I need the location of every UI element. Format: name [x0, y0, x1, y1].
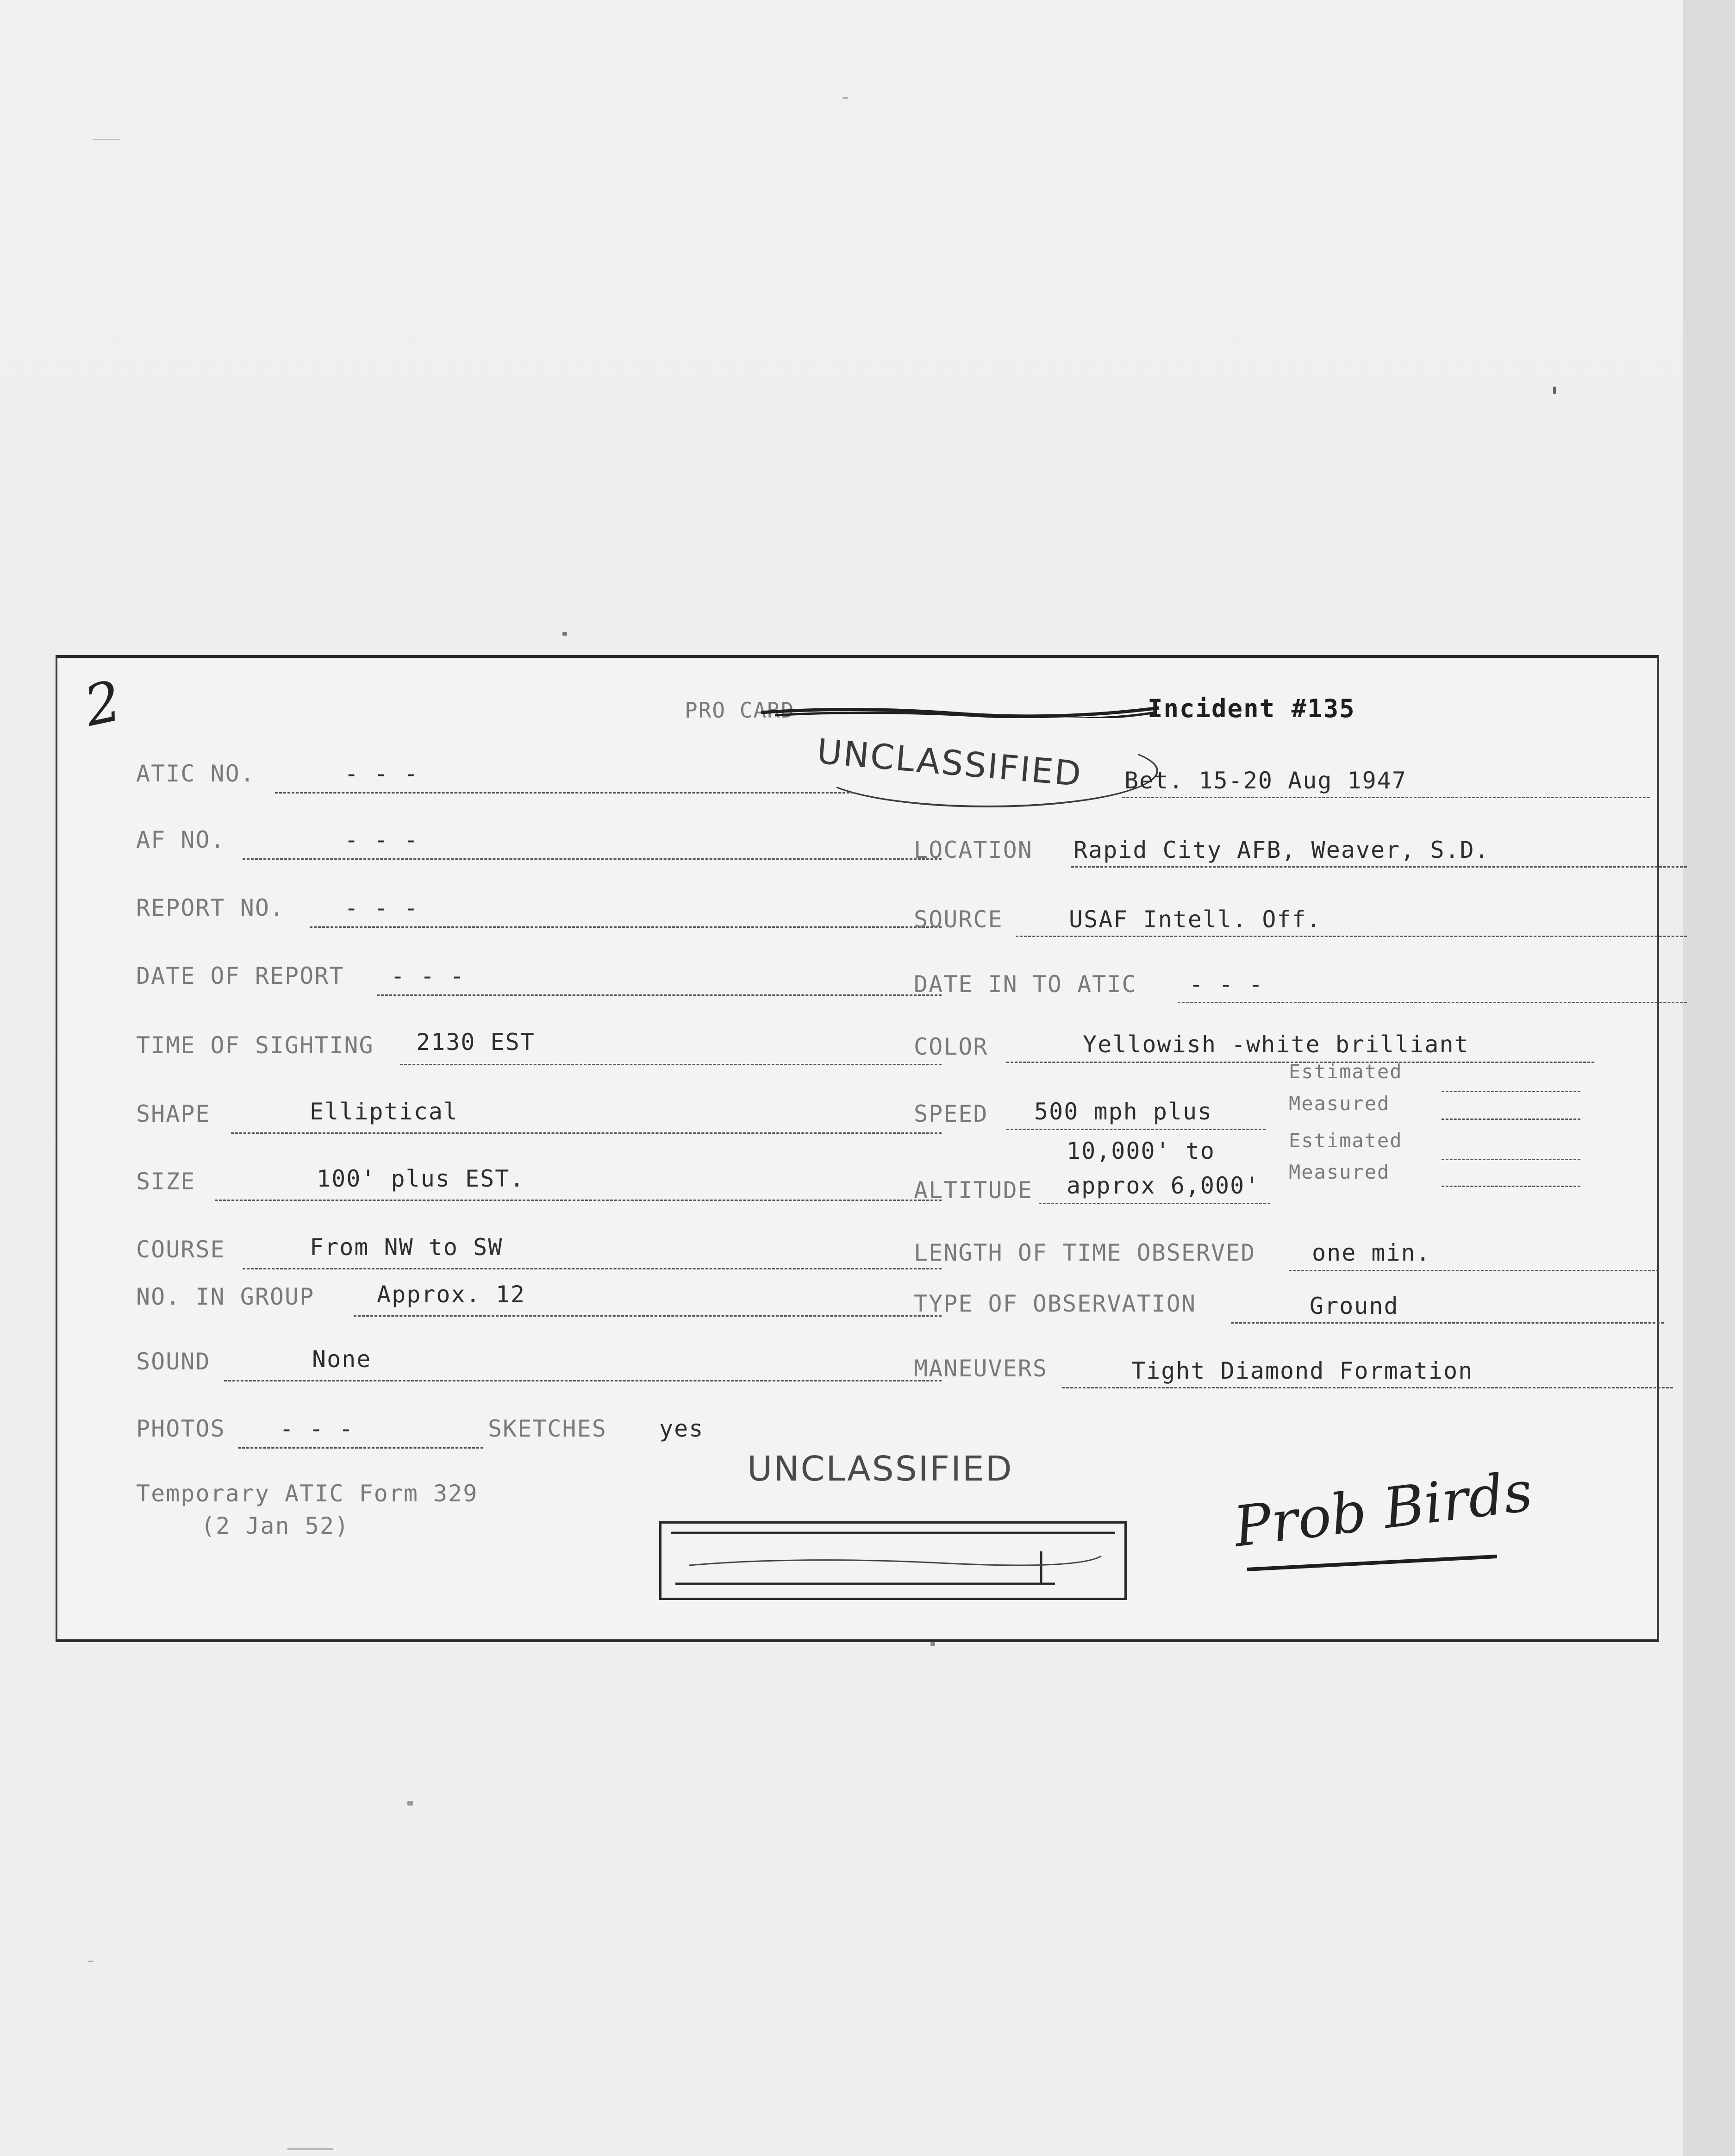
field-value-sound: None	[312, 1346, 372, 1373]
field-label-date-in-to-atic: DATE IN TO ATIC	[914, 971, 1137, 998]
field-underline	[1016, 936, 1687, 937]
field-value-color: Yellowish -white brilliant	[1083, 1031, 1469, 1058]
field-value-time-of-sighting: 2130 EST	[416, 1029, 535, 1056]
field-label-atic-no: ATIC NO.	[136, 760, 255, 787]
field-underline	[243, 858, 942, 860]
field-value-source: USAF Intell. Off.	[1069, 906, 1322, 933]
form-name: Temporary ATIC Form 329	[136, 1480, 478, 1507]
field-underline	[1178, 1002, 1687, 1003]
field-value-location: Rapid City AFB, Weaver, S.D.	[1073, 837, 1490, 863]
redaction-scribble-title	[761, 704, 1164, 718]
field-value-maneuvers: Tight Diamond Formation	[1131, 1357, 1473, 1384]
field-value-altitude: approx 6,000'	[1067, 1172, 1260, 1199]
field-value-sketches: yes	[659, 1415, 704, 1442]
field-label-maneuvers: MANEUVERS	[914, 1355, 1048, 1382]
field-underline	[377, 994, 942, 996]
field-label-location: LOCATION	[914, 837, 1033, 863]
field-label-photos: PHOTOS	[136, 1415, 225, 1442]
project-record-card	[56, 655, 1659, 1642]
field-underline	[231, 1132, 942, 1134]
field-label-color: COLOR	[914, 1033, 988, 1060]
altitude-option-estimated: Estimated	[1289, 1129, 1403, 1152]
dust-speck	[562, 632, 567, 636]
page-edge-shadow	[1683, 0, 1735, 2156]
field-value-date-of-report: - - -	[391, 962, 465, 989]
field-value-course: From NW to SW	[310, 1234, 503, 1261]
option-underline	[1442, 1159, 1580, 1160]
field-value-date: Bet. 15-20 Aug 1947	[1124, 767, 1407, 794]
field-value-speed: 500 mph plus	[1034, 1098, 1213, 1125]
field-label-time-of-sighting: TIME OF SIGHTING	[136, 1032, 374, 1059]
corner-mark: 2	[79, 669, 128, 739]
dust-speck	[407, 1801, 413, 1806]
card-title: PRO CARD	[685, 698, 795, 723]
field-label-af-no: AF NO.	[136, 826, 225, 853]
field-value-atic-no: - - -	[344, 760, 419, 787]
field-value-shape: Elliptical	[310, 1098, 459, 1125]
field-underline	[275, 792, 854, 794]
field-underline	[354, 1315, 942, 1317]
field-underline	[1039, 1203, 1270, 1204]
field-underline	[224, 1380, 942, 1381]
altitude-option-measured: Measured	[1289, 1161, 1390, 1183]
field-label-report-no: REPORT NO.	[136, 894, 285, 921]
field-label-speed: SPEED	[914, 1100, 988, 1127]
field-value-size: 100' plus EST.	[317, 1165, 525, 1192]
unclassified-stamp-top: UNCLASSIFIED	[815, 731, 1084, 794]
dust-speck	[287, 2148, 333, 2150]
field-underline	[1062, 1387, 1673, 1388]
form-date: (2 Jan 52)	[201, 1512, 350, 1539]
redacted-box	[659, 1521, 1127, 1600]
field-label-source: SOURCE	[914, 906, 1003, 933]
dust-speck	[843, 97, 848, 99]
field-label-sound: SOUND	[136, 1348, 211, 1375]
field-label-shape: SHAPE	[136, 1100, 211, 1127]
field-value-photos: - - -	[280, 1415, 354, 1442]
field-label-date-of-report: DATE OF REPORT	[136, 962, 344, 989]
field-label-length-of-time-observed: LENGTH OF TIME OBSERVED	[914, 1239, 1256, 1266]
field-underline	[1122, 797, 1650, 798]
field-value-report-no: - - -	[344, 894, 419, 921]
field-underline	[238, 1447, 483, 1449]
field-label-size: SIZE	[136, 1168, 196, 1195]
option-underline	[1442, 1091, 1580, 1092]
dust-speck	[88, 1961, 94, 1962]
dust-speck	[93, 139, 120, 140]
field-underline	[215, 1200, 942, 1201]
option-underline	[1442, 1186, 1580, 1187]
field-underline	[1231, 1322, 1664, 1324]
incident-number: Incident #135	[1148, 694, 1355, 723]
field-value-af-no: - - -	[344, 826, 419, 853]
field-value-type-of-observation: Ground	[1310, 1293, 1399, 1319]
field-underline	[1071, 866, 1687, 868]
altitude-upper-value: 10,000' to	[1067, 1137, 1216, 1164]
field-underline	[400, 1064, 942, 1065]
field-label-altitude: ALTITUDE	[914, 1177, 1033, 1204]
field-underline	[1289, 1270, 1659, 1271]
field-underline	[310, 926, 942, 928]
dust-speck	[1553, 387, 1556, 394]
handwritten-signature: Prob Birds	[1230, 1459, 1536, 1560]
option-underline	[1442, 1119, 1580, 1120]
field-underline	[243, 1268, 942, 1269]
speed-option-estimated: Estimated	[1289, 1060, 1403, 1083]
field-label-sketches: SKETCHES	[488, 1415, 607, 1442]
signature-underline	[1247, 1554, 1497, 1572]
field-underline	[1006, 1129, 1266, 1130]
field-label-course: COURSE	[136, 1236, 225, 1263]
field-label-no-in-group: NO. IN GROUP	[136, 1283, 315, 1310]
field-value-length-of-time-observed: one min.	[1312, 1239, 1431, 1266]
field-value-date-in-to-atic: - - -	[1189, 971, 1264, 998]
unclassified-stamp-bottom: UNCLASSIFIED	[747, 1449, 1013, 1489]
field-label-type-of-observation: TYPE OF OBSERVATION	[914, 1290, 1196, 1317]
field-value-no-in-group: Approx. 12	[377, 1281, 526, 1308]
speed-option-measured: Measured	[1289, 1092, 1390, 1115]
